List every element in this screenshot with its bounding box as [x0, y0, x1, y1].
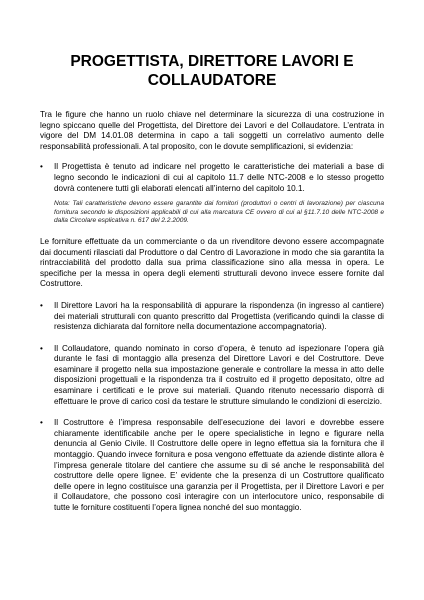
bullet-direttore-lavori	[40, 301, 384, 333]
intro-paragraph: Tra le figure che hanno un ruolo chiave nel determinare la sicurezza di una costruzione in legno spiccano quelle del Progettista, del Direttore dei Lavori e del Collaudatore. L’entrata in vigore del DM 14.01.08 determina in capo a tali soggetti un correlativo aumento delle responsabilità professionali. A tal proposito, con le dovute semplificazioni, si evidenzia:	[40, 110, 384, 151]
bullet-mark: •	[40, 418, 43, 428]
note-text: Nota: Tali caratteristiche devono essere garantite dai fornitori (produttori o centri di lavorazione) per ciascuna fornitura secondo le disposizioni applicabili di cui alla marcatura CE ovvero di cui al §11.7.10 delle NTC-2008 e dalla Circolare esplicativa n. 617 del 2.2.2009.	[54, 200, 384, 225]
bullet-costruttore	[40, 418, 384, 513]
page-title	[40, 0, 384, 90]
title-line-2: COLLAUDATORE	[147, 72, 277, 89]
title-line-1: PROGETTISTA, DIRETTORE LAVORI E	[70, 53, 354, 70]
bullet-text: Il Direttore Lavori ha la responsabilità di appurare la rispondenza (in ingresso al cantiere) dei materiali strutturali con quanto prescritto dal Progettista (verificando quindi la classe di resistenza dichiarata dal fornitore nella documentazione accompagnatoria).	[54, 300, 384, 332]
middle-paragraph: Le forniture effettuate da un commerciante o da un rivenditore devono essere accompagnate dai documenti rilasciati dal Produttore o dal Centro di Lavorazione in modo che sia garantita la rintracciabilità del prodotto dalla sua prima classificazione sino alla messa in opera. Le specifiche per la messa in opera degli elementi strutturali devono invece essere fornite dal Costruttore.	[40, 236, 384, 289]
bullet-mark: •	[40, 162, 43, 172]
bullet-progettista	[40, 162, 384, 226]
bullet-collaudatore	[40, 344, 384, 408]
bullet-text: Il Costruttore è l’impresa responsabile dell’esecuzione dei lavori e dovrebbe essere chiaramente identificabile anche per le opere specialistiche in legno e figurare nella denuncia al Genio Civile. Il Costruttore delle opere in legno effettua sia la fornitura che il montaggio. Quando invece fornitura e posa vengono effettuate da aziende distinte allora è l’impresa generale titolare del cantiere che assume su di sé anche le responsabilità del costruttore delle opere lignee. E’ evidente che la presenza di un Costruttore qualificato delle opere in legno costituisce una garanzia per il Progettista, per il Direttore Lavori e per il Collaudatore, che possono così interagire con un interlocutore unico, responsabile di tutte le forniture costituenti l’opera lignea nonché del suo montaggio.	[54, 418, 384, 512]
bullet-text: Il Progettista è tenuto ad indicare nel progetto le caratteristiche dei materiali a base di legno secondo le indicazioni di cui al capitolo 11.7 delle NTC-2008 e lo stesso progetto dovrà contenere tutti gli elaborati elencati all’interno del capitolo 10.1.	[54, 162, 384, 193]
bullet-mark: •	[40, 343, 43, 353]
bullet-text: Il Collaudatore, quando nominato in corso d’opera, è tenuto ad ispezionare l’opera già durante le fasi di montaggio alla presenza del Direttore Lavori e del Costruttore. Deve esaminare il progetto nella sua impostazione generale e controllare la messa in atto delle disposizioni progettuali e la rispondenza tra il costruito ed il progetto depositato, oltre ad esaminare i certificati e le prove sui materiali. Quando ritenuto necessario disporrà di effettuare le prove di carico così da testare le strutture simulando le condizioni di esercizio.	[54, 343, 384, 406]
bullet-mark: •	[40, 300, 43, 310]
